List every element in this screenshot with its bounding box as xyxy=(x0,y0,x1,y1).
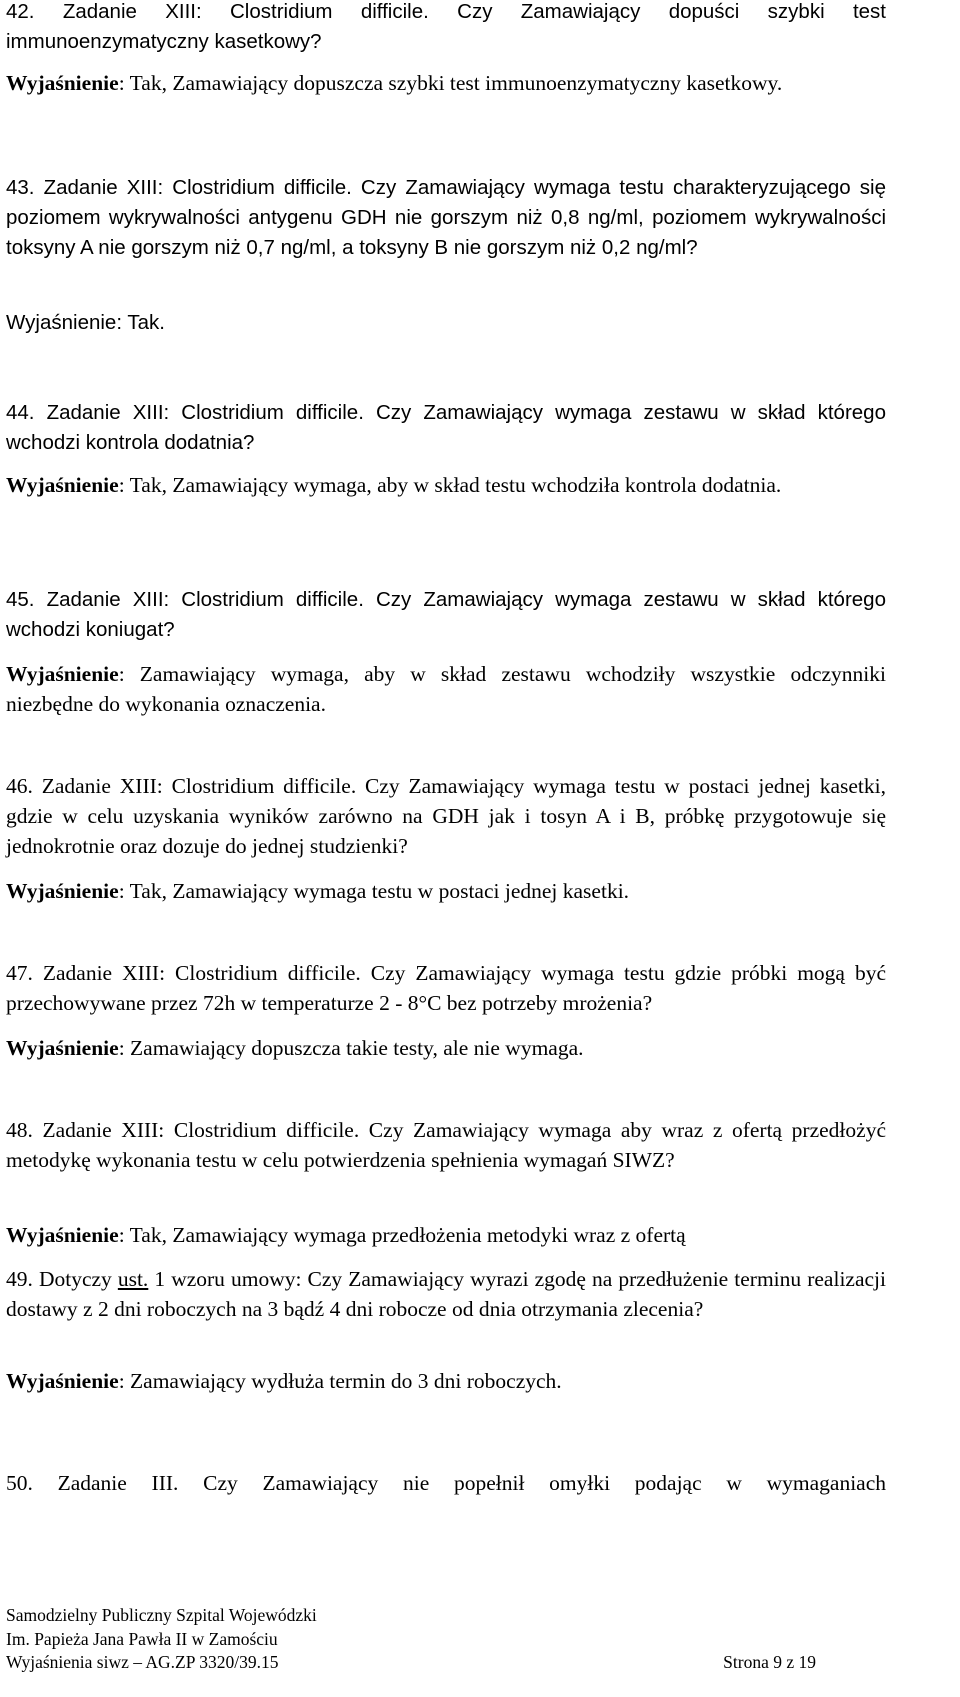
answer-45 xyxy=(6,659,886,719)
question-48-text: 48. Zadanie XIII: Clostridium difficile. Czy Zamawiający wymaga aby wraz z ofertą przedłożyć metodykę wykonania testu w celu potwierdzenia spełnienia wymagań SIWZ? xyxy=(6,1118,886,1172)
answer-label: Wyjaśnienie xyxy=(6,1369,119,1393)
answer-47 xyxy=(6,1033,886,1063)
answer-43-text: Wyjaśnienie: Tak. xyxy=(6,311,165,334)
question-42-text: 42. Zadanie XIII: Clostridium difficile. Czy Zamawiający dopuści szybki test immunoenzymatyczny kasetkowy? xyxy=(6,0,886,53)
footer-institution: Samodzielny Publiczny Szpital Wojewódzki xyxy=(6,1605,317,1625)
answer-label: Wyjaśnienie xyxy=(6,879,119,903)
answer-label: Wyjaśnienie xyxy=(6,1223,119,1247)
answer-47-text: : Zamawiający dopuszcza takie testy, ale nie wymaga. xyxy=(118,1036,584,1060)
answer-42-text: : Tak, Zamawiający dopuszcza szybki test immunoenzymatyczny kasetkowy. xyxy=(118,71,783,95)
answer-label: Wyjaśnienie xyxy=(6,1036,119,1060)
answer-49-text: : Zamawiający wydłuża termin do 3 dni roboczych. xyxy=(118,1369,562,1393)
answer-43 xyxy=(6,308,886,338)
answer-44 xyxy=(6,470,886,500)
question-42 xyxy=(6,0,886,57)
question-45 xyxy=(6,585,886,645)
question-47-text: 47. Zadanie XIII: Clostridium difficile. Czy Zamawiający wymaga testu gdzie próbki mogą być przechowywane przez 72h w temperaturze 2 - 8°C bez potrzeby mrożenia? xyxy=(6,961,886,1015)
footer-reference: Wyjaśnienia siwz – AG.ZP 3320/39.15 xyxy=(6,1652,279,1672)
question-44 xyxy=(6,398,886,458)
answer-label: Wyjaśnienie xyxy=(6,473,119,497)
question-49-ust: ust. xyxy=(117,1267,149,1291)
question-48 xyxy=(6,1115,886,1175)
question-49-text-pre: 49. Dotyczy xyxy=(6,1267,118,1291)
answer-49 xyxy=(6,1366,886,1396)
page-number: Strona 9 z 19 xyxy=(723,1652,816,1672)
answer-label: Wyjaśnienie xyxy=(6,662,119,686)
question-43 xyxy=(6,173,886,263)
question-47 xyxy=(6,958,886,1018)
question-44-text: 44. Zadanie XIII: Clostridium difficile. Czy Zamawiający wymaga zestawu w skład którego wchodzi kontrola dodatnia? xyxy=(6,401,886,454)
answer-44-text: : Tak, Zamawiający wymaga, aby w skład testu wchodziła kontrola dodatnia. xyxy=(118,473,782,497)
question-45-text: 45. Zadanie XIII: Clostridium difficile. Czy Zamawiający wymaga zestawu w skład którego wchodzi koniugat? xyxy=(6,588,886,641)
question-50 xyxy=(6,1468,886,1498)
question-46-text: 46. Zadanie XIII: Clostridium difficile. Czy Zamawiający wymaga testu w postaci jednej kasetki, gdzie w celu uzyskania wyników zarówno na GDH jak i tosyn A i B, próbkę przygotowuje się jednokrotnie oraz dozuje do jednej studzienki? xyxy=(6,774,886,858)
question-49 xyxy=(6,1264,886,1324)
answer-48 xyxy=(6,1220,886,1250)
answer-label: Wyjaśnienie xyxy=(6,71,119,95)
answer-42 xyxy=(6,68,886,98)
question-46 xyxy=(6,771,886,861)
footer-address: Im. Papieża Jana Pawła II w Zamościu xyxy=(6,1628,278,1649)
page-footer xyxy=(6,1604,816,1675)
answer-46-text: : Tak, Zamawiający wymaga testu w postaci jednej kasetki. xyxy=(118,879,630,903)
question-43-text: 43. Zadanie XIII: Clostridium difficile. Czy Zamawiający wymaga testu charakteryzującego się poziomem wykrywalności antygenu GDH nie gorszym niż 0,8 ng/ml, poziomem wykrywalności toksyny A nie gorszym niż 0,7 ng/ml, a toksyny B nie gorszym niż 0,2 ng/ml? xyxy=(6,176,886,259)
question-49-text-post: 1 wzoru umowy: Czy Zamawiający wyrazi zgodę na przedłużenie terminu realizacji dostawy z 2 dni roboczych na 3 bądź 4 dni robocze od dnia otrzymania zlecenia? xyxy=(6,1267,886,1321)
answer-45-text: : Zamawiający wymaga, aby w skład zestawu wchodziły wszystkie odczynniki niezbędne do wykonania oznaczenia. xyxy=(6,662,886,716)
question-50-text: 50. Zadanie III. Czy Zamawiający nie popełnił omyłki podając w wymaganiach xyxy=(6,1471,886,1495)
answer-46 xyxy=(6,876,886,906)
answer-48-text: : Tak, Zamawiający wymaga przedłożenia metodyki wraz z ofertą xyxy=(118,1223,686,1247)
